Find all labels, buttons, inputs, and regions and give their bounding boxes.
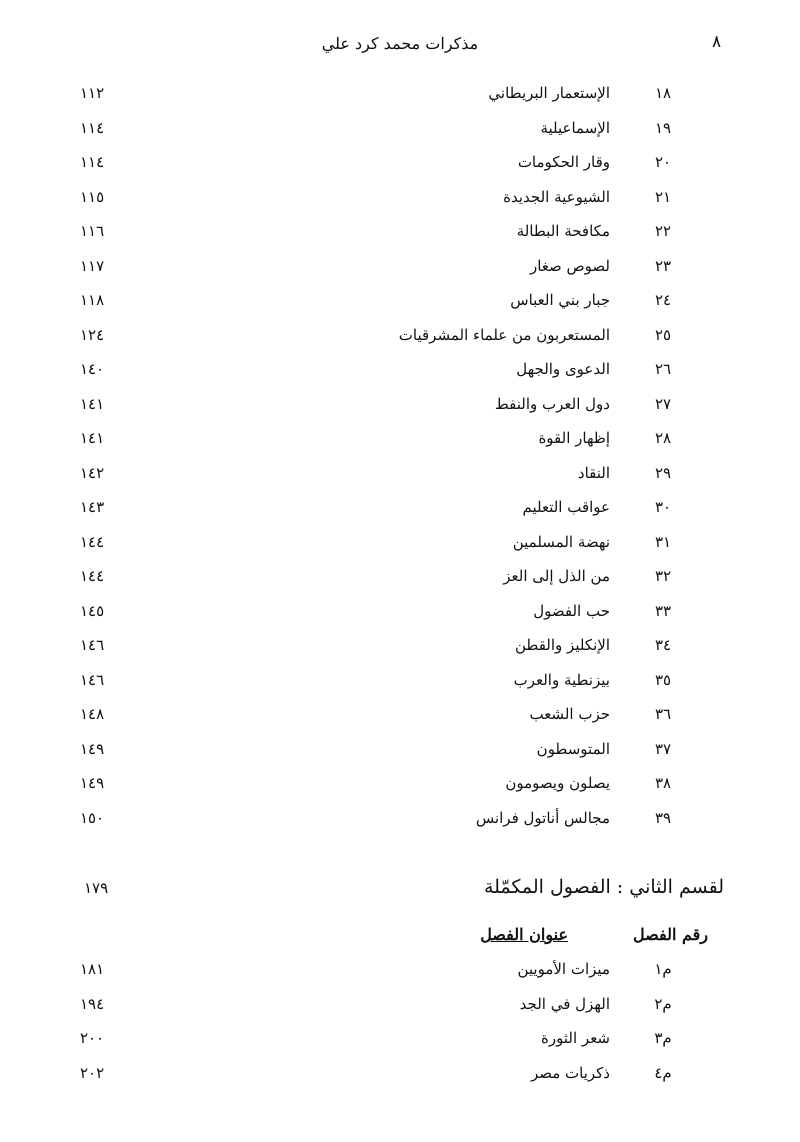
chapter-page-number: ١٨١ [80,960,105,978]
chapter-number: ٢٢ [654,222,672,240]
chapter-number: ٢٦ [654,360,672,378]
chapter-title: الإسماعيلية [540,118,610,137]
toc-row [0,498,800,526]
chapter-page-number: ١٤٤ [80,567,105,585]
chapter-number: ٣٧ [654,739,672,758]
chapter-title: بيزنطية والعرب [513,670,610,689]
chapter-page-number: ١٤٥ [80,601,105,620]
chapter-page-number: ١١٢ [80,84,105,102]
toc-row [0,533,800,561]
chapter-page-number: ١١٧ [80,256,105,275]
chapter-title: المستعربون من علماء المشرقيات [398,325,610,344]
toc-row [0,222,800,250]
chapter-title: لصوص صغار [529,256,610,275]
chapter-page-number: ١٤٨ [80,705,105,723]
chapter-page-number: ١٤١ [80,394,105,413]
chapter-number: ٢١ [654,187,672,206]
chapter-page-number: ١٤٩ [80,739,105,758]
chapter-number: ٢٤ [654,291,672,309]
chapter-page-number: ١٤٤ [80,532,105,551]
chapter-title: ميزات الأمويين [517,960,610,978]
chapter-page-number: ١٤٩ [80,774,105,792]
toc-row [0,153,800,181]
toc-row [0,360,800,388]
chapter-page-number: ١١٨ [80,291,105,309]
chapter-page-number: ١٤٠ [80,360,105,378]
chapter-title: دول العرب والنفط [494,394,610,413]
chapter-page-number: ٢٠٢ [80,1063,105,1082]
toc-row [0,636,800,664]
toc-row [0,257,800,285]
chapter-number: م٤ [654,1063,672,1082]
toc-row [0,119,800,147]
chapter-number: ٢٠ [654,153,672,171]
toc-row [0,960,800,988]
chapter-title: شعر الثورة [541,1029,610,1047]
chapter-number: م٢ [654,994,672,1013]
chapter-title: مكافحة البطالة [516,222,610,240]
section-page-number: ١٧٩ [84,879,109,897]
chapter-title: حب الفضول [533,601,610,620]
chapter-number: ٣٨ [654,774,672,792]
chapter-page-number: ١٤١ [80,429,105,447]
toc-row [0,740,800,768]
chapter-title: حزب الشعب [529,705,610,723]
toc-row [0,705,800,733]
chapter-page-number: ١٤٢ [80,463,105,482]
chapter-number: ٣٣ [654,601,672,620]
chapter-number: ٣١ [654,532,672,551]
chapter-number: ٣٠ [654,498,672,516]
chapter-number: ١٩ [654,118,672,137]
chapter-title: نهضة المسلمين [512,532,610,551]
chapter-number: ٣٦ [654,705,672,723]
page-number: ٨ [712,32,722,52]
chapter-title: وقار الحكومات [517,153,610,171]
toc-row [0,326,800,354]
toc-row [0,429,800,457]
toc-row [0,774,800,802]
chapter-title: يصلون ويصومون [505,774,610,792]
toc-row [0,809,800,837]
toc-row [0,464,800,492]
chapter-page-number: ١١٦ [80,222,105,240]
chapter-number: ٢٩ [654,463,672,482]
chapter-number: ٢٨ [654,429,672,447]
chapter-title: مجالس أناتول فرانس [475,808,610,827]
chapter-page-number: ١١٤ [80,118,105,137]
running-header-title: مذكرات محمد كرد علي [321,34,479,53]
chapter-number: م٣ [654,1029,672,1047]
chapter-page-number: ٢٠٠ [80,1029,105,1047]
toc-row [0,995,800,1023]
toc-row [0,188,800,216]
column-header-chapter-number: رقم الفصل [633,925,708,944]
chapter-number: ٣٥ [654,670,672,689]
chapter-number: ١٨ [654,84,672,102]
chapter-title: الشيوعية الجديدة [503,187,610,206]
toc-row [0,671,800,699]
chapter-title: من الذل إلى العز [503,567,610,585]
toc-row [0,291,800,319]
chapter-number: ٣٩ [654,808,672,827]
chapter-number: م١ [654,960,672,978]
chapter-number: ٢٣ [654,256,672,275]
chapter-title: إظهار القوة [538,429,610,447]
chapter-page-number: ١١٤ [80,153,105,171]
chapter-title: الدعوى والجهل [516,360,610,378]
chapter-page-number: ١٩٤ [80,994,105,1013]
toc-row [0,567,800,595]
chapter-page-number: ١٤٦ [80,636,105,654]
chapter-title: المتوسطون [536,739,610,758]
chapter-title: ذكريات مصر [530,1063,610,1082]
chapter-title: الإستعمار البريطاني [488,84,610,102]
column-header-chapter-title: عنوان الفصل [480,925,568,944]
chapter-number: ٣٤ [654,636,672,654]
chapter-title: النقاد [577,463,610,482]
toc-row [0,1029,800,1057]
chapter-title: عواقب التعليم [522,498,610,516]
chapter-number: ٢٧ [654,394,672,413]
toc-row [0,395,800,423]
chapter-page-number: ١٥٠ [80,808,105,827]
chapter-page-number: ١٢٤ [80,325,105,344]
toc-row [0,84,800,112]
section-heading: لقسم الثاني : الفصول المكمّلة [483,876,724,898]
toc-row [0,602,800,630]
chapter-number: ٣٢ [654,567,672,585]
chapter-page-number: ١٤٣ [80,498,105,516]
toc-row [0,1064,800,1092]
chapter-title: الهزل في الجد [519,994,610,1013]
chapter-number: ٢٥ [654,325,672,344]
chapter-title: جبار بني العباس [510,291,610,309]
chapter-page-number: ١٤٦ [80,670,105,689]
chapter-page-number: ١١٥ [80,187,105,206]
chapter-title: الإنكليز والقطن [514,636,610,654]
